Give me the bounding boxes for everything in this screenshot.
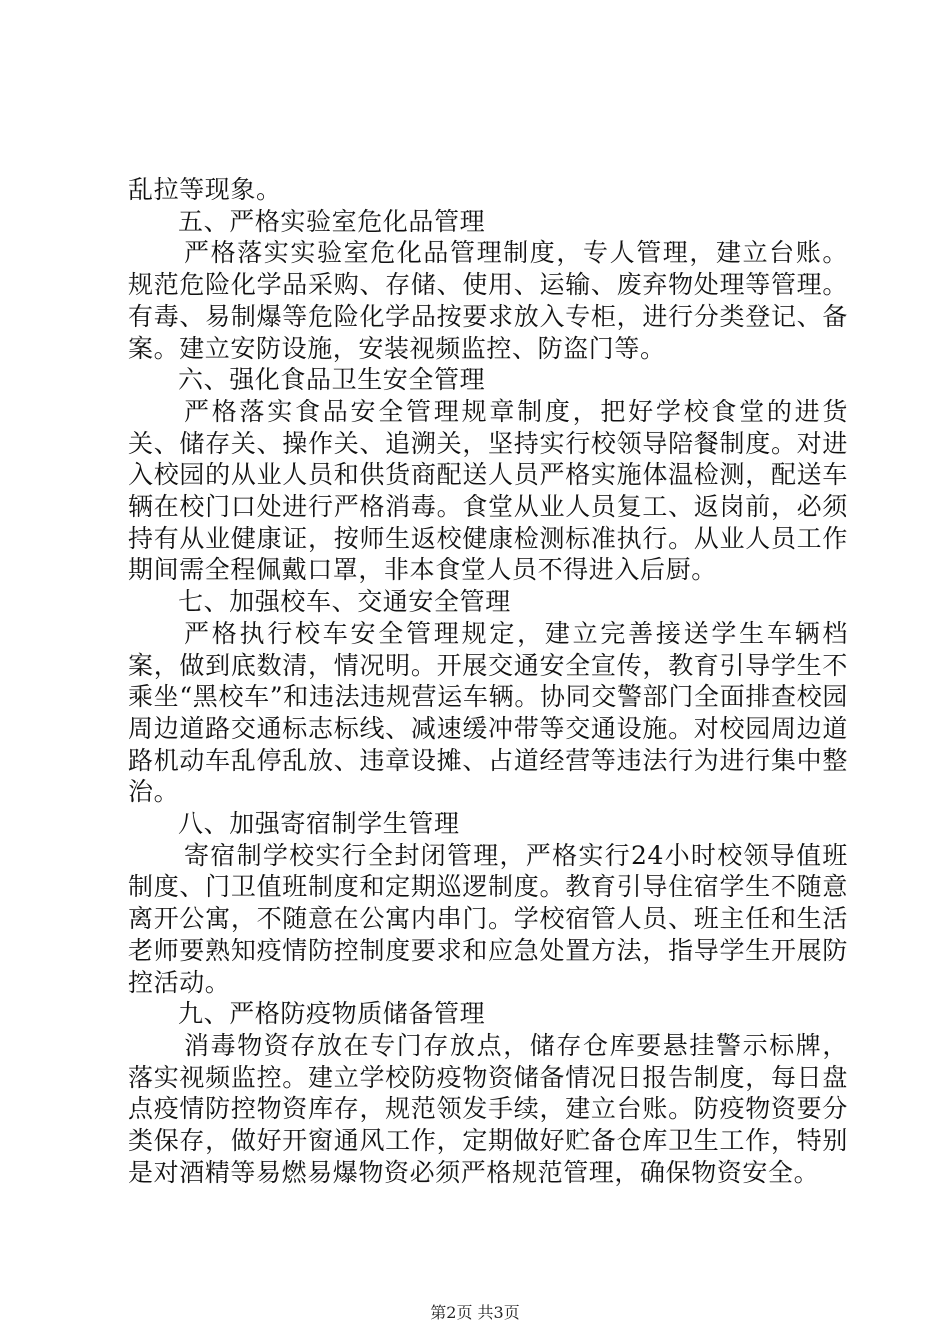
document-body xyxy=(128,174,848,1189)
section-heading-8: 八、加强寄宿制学生管理 xyxy=(178,809,460,839)
section-body-9: 消毒物资存放在专门存放点，储存仓库要悬挂警示标牌，落实视频监控。建立学校防疫物资储备情况日报告制度，每日盘点疫情防控物资库存，规范领发手续，建立台账。防疫物资要分类保存，做好开窗通风工作，定期做好贮备仓库卫生工作，特别是对酒精等易燃易爆物资必须严格规范管理，确保物资安全。 xyxy=(128,1030,848,1187)
continuation-text: 乱拉等现象。 xyxy=(128,175,282,204)
section-body-6: 严格落实食品安全管理规章制度，把好学校食堂的进货关、储存关、操作关、追溯关，坚持实行校领导陪餐制度。对进入校园的从业人员和供货商配送人员严格实施体温检测，配送车辆在校门口处进行严格消毒。食堂从业人员复工、返岗前，必须持有从业健康证，按师生返校健康检测标准执行。从业人员工作期间需全程佩戴口罩，非本食堂人员不得进入后厨。 xyxy=(128,396,848,585)
section-heading-7: 七、加强校车、交通安全管理 xyxy=(178,587,511,617)
section-heading-9: 九、严格防疫物质储备管理 xyxy=(178,999,486,1029)
section-heading-5: 五、严格实验室危化品管理 xyxy=(178,206,486,236)
section-body-7: 严格执行校车安全管理规定，建立完善接送学生车辆档案，做到底数清，情况明。开展交通安全宣传，教育引导学生不乘坐“黑校车”和违法违规营运车辆。协同交警部门全面排查校园周边道路交通标志标线、减速缓冲带等交通设施。对校园周边道路机动车乱停乱放、违章设摊、占道经营等违法行为进行集中整治。 xyxy=(128,618,848,807)
section-body-5: 严格落实实验室危化品管理制度，专人管理，建立台账。规范危险化学品采购、存储、使用、运输、废弃物处理等管理。有毒、易制爆等危险化学品按要求放入专柜，进行分类登记、备案。建立安防设施，安装视频监控、防盗门等。 xyxy=(128,238,848,363)
section-body-8: 寄宿制学校实行全封闭管理，严格实行24小时校领导值班制度、门卫值班制度和定期巡逻制度。教育引导住宿学生不随意离开公寓，不随意在公寓内串门。学校宿管人员、班主任和生活老师要熟知疫情防控制度要求和应急处置方法，指导学生开展防控活动。 xyxy=(128,840,848,997)
page-footer xyxy=(0,1300,950,1323)
section-heading-6: 六、强化食品卫生安全管理 xyxy=(178,365,486,395)
page-number-label: 第2页 共3页 xyxy=(430,1303,520,1322)
